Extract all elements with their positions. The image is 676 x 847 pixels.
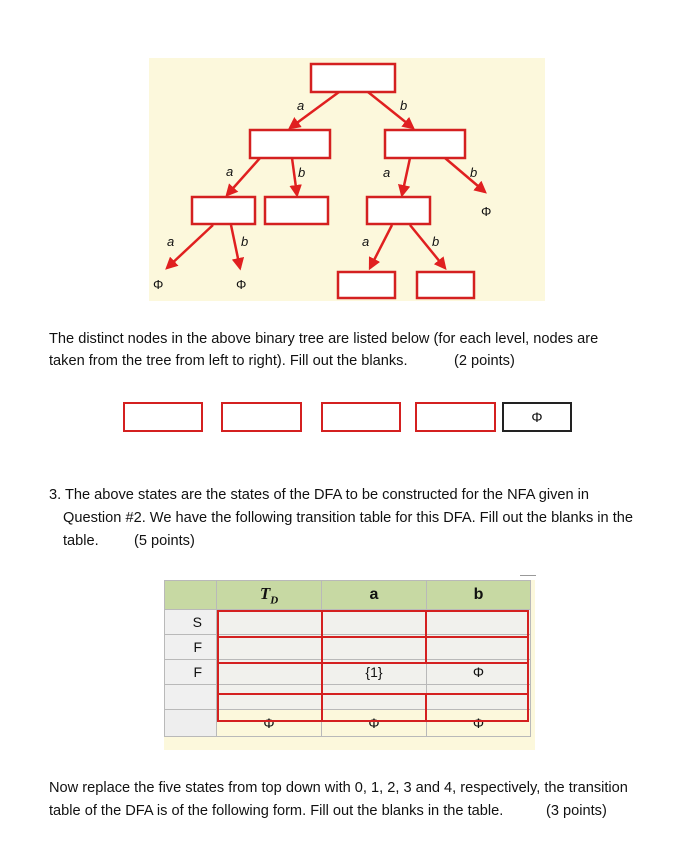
distinct-node-blank[interactable] xyxy=(123,402,203,432)
table-header-row xyxy=(165,581,531,610)
distinct-node-phi xyxy=(502,402,572,432)
edge-l2r-b xyxy=(410,225,445,268)
edge-label: b xyxy=(400,98,408,113)
edge-l1r-b xyxy=(445,158,485,192)
cell-td[interactable] xyxy=(217,685,322,710)
row-label: F xyxy=(165,660,217,685)
cell-a[interactable] xyxy=(322,635,427,660)
distinct-node-blank[interactable] xyxy=(415,402,496,432)
phi-leaf: Φ xyxy=(153,277,164,292)
cell-b[interactable] xyxy=(427,685,531,710)
distinct-nodes-row xyxy=(123,402,573,436)
q3-line3: table. xyxy=(63,533,99,549)
header-b: b xyxy=(427,581,531,610)
cell-b: Φ xyxy=(427,710,531,737)
q2-points: (2 points) xyxy=(454,353,515,369)
header-a: a xyxy=(322,581,427,610)
header-td xyxy=(217,581,322,610)
tree-node-l2-1 xyxy=(192,197,255,224)
row-label: S xyxy=(165,610,217,635)
cell-a[interactable] xyxy=(322,685,427,710)
edge-l2l-b xyxy=(231,225,240,268)
distinct-node-blank[interactable] xyxy=(321,402,401,432)
tree-node-l2-3 xyxy=(367,197,430,224)
phi-leaf: Φ xyxy=(236,277,247,292)
q3-line1: 3. The above states are the states of the DFA to be constructed for the NFA given in xyxy=(49,487,590,503)
td-main: T xyxy=(259,583,271,603)
edge-l2r-a xyxy=(370,225,392,268)
edge-label: a xyxy=(362,234,370,249)
tree-node-l3-1 xyxy=(338,272,395,298)
tree-node-l1-right xyxy=(385,130,465,158)
cell-a: Φ xyxy=(322,710,427,737)
edge-label: a xyxy=(297,98,305,113)
cell-b[interactable] xyxy=(427,610,531,635)
q4-line1: Now replace the five states from top down with 0, 1, 2, 3 and 4, respectively, the transition xyxy=(49,780,628,796)
row-label: F xyxy=(165,635,217,660)
tree-node-l1-left xyxy=(250,130,330,158)
q2-line2: taken from the tree from left to right). Fill out the blanks. xyxy=(49,353,408,369)
edge-label: a xyxy=(226,164,234,179)
edge-l1r-a xyxy=(402,158,410,195)
q3-points: (5 points) xyxy=(134,533,195,549)
q3-line2: Question #2. We have the following transition table for this DFA. Fill out the blanks in the xyxy=(63,510,634,526)
edge-l1l-b xyxy=(292,158,297,195)
edge-label: b xyxy=(470,165,478,180)
tree-node-l3-2 xyxy=(417,272,474,298)
row-label xyxy=(165,710,217,737)
table-corner-line xyxy=(520,575,536,576)
phi-value: Φ xyxy=(531,409,543,425)
transition-table xyxy=(164,580,531,737)
tree-node-l2-2 xyxy=(265,197,328,224)
table-row xyxy=(165,660,531,685)
q4-line2: table of the DFA is of the following form. Fill out the blanks in the table. xyxy=(49,803,504,819)
table-row xyxy=(165,710,531,737)
edge-label: b xyxy=(298,165,306,180)
edge-label: b xyxy=(241,234,249,249)
edge-label: b xyxy=(432,234,440,249)
cell-td[interactable] xyxy=(217,660,322,685)
header-blank xyxy=(165,581,217,610)
cell-a: {1} xyxy=(322,660,427,685)
phi-leaf: Φ xyxy=(481,204,492,219)
edge-label: a xyxy=(167,234,175,249)
q2-line1: The distinct nodes in the above binary tree are listed below (for each level, nodes are xyxy=(49,331,599,347)
tree-node-root xyxy=(311,64,395,92)
edge-label: a xyxy=(383,165,391,180)
cell-b[interactable] xyxy=(427,635,531,660)
binary-tree-diagram xyxy=(0,0,676,320)
cell-td[interactable] xyxy=(217,635,322,660)
cell-td[interactable] xyxy=(217,610,322,635)
table-row xyxy=(165,685,531,710)
row-label xyxy=(165,685,217,710)
q4-points: (3 points) xyxy=(546,803,607,819)
cell-a[interactable] xyxy=(322,610,427,635)
table-row xyxy=(165,635,531,660)
cell-td: Φ xyxy=(217,710,322,737)
td-sub: D xyxy=(270,594,279,607)
table-row xyxy=(165,610,531,635)
distinct-node-blank[interactable] xyxy=(221,402,302,432)
cell-b: Φ xyxy=(427,660,531,685)
